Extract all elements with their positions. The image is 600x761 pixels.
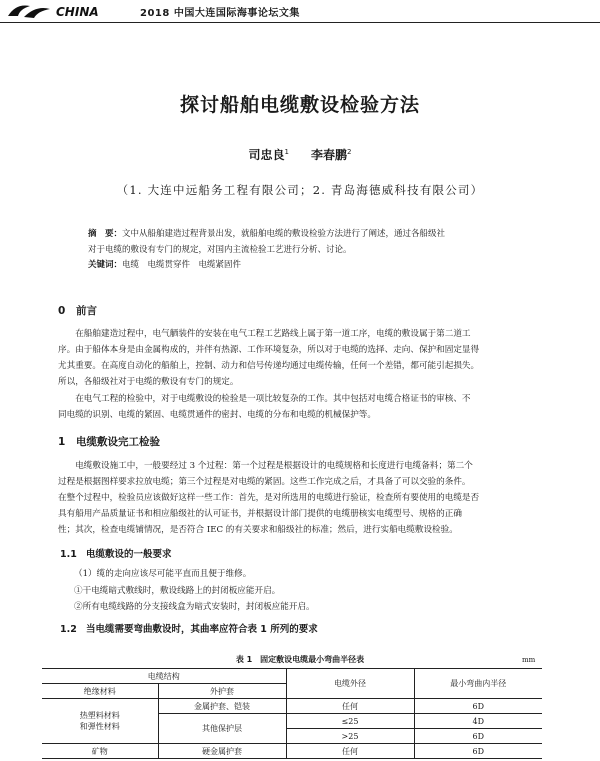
section-title: 前言 — [76, 305, 97, 317]
abstract — [88, 226, 528, 258]
keywords — [88, 258, 241, 270]
text-line: 具有船用产品质量证书和相应船级社的认可证书，并根据设计部门提供的电缆册核实电缆型号、规格的正确 — [58, 509, 462, 519]
header-cell: 电缆外径 — [286, 669, 414, 699]
text-line: 尤其重要。在高度自动化的船舶上，控制、动力和信号传递均通过电缆传输，任何一个差错，都可能引起损失。 — [58, 361, 480, 371]
subsection-number: 1.2 — [60, 624, 77, 635]
table-cell: >25 — [286, 729, 414, 744]
author-name: 司忠良 — [248, 148, 285, 162]
affiliation: （1. 大连中远船务工程有限公司；2. 青岛海德威科技有限公司） — [116, 183, 484, 197]
svg-text:CHINA: CHINA — [56, 5, 99, 19]
page-header — [0, 0, 600, 23]
cell-text: 热塑料材料 — [79, 711, 120, 720]
text-line: 电缆敷设施工中，一般要经过 3 个过程：第一个过程是根据设计的电缆规格和长度进行电缆备料；第二个 — [75, 461, 473, 471]
subsection-title: 当电缆需要弯曲敷设时，其曲率应符合表 1 所列的要求 — [86, 624, 318, 635]
abstract-label: 摘 要： — [88, 229, 123, 239]
section-number: 0 — [58, 305, 66, 317]
text-line: 序。由于船体本身是由金属构成的，并伴有热源、工作环境复杂，所以对于电缆的选择、走向、保护和固定显得 — [58, 345, 480, 355]
list-item: （1）缆的走向应该尽可能平直而且便于维修。 — [74, 569, 252, 579]
text-line: 性；其次，检查电缆铺情况，是否符合 IEC 的有关要求和船级社的标准；然后，进行实船电缆敷设检验。 — [58, 525, 458, 535]
text-line: 所以，各船级社对于电缆的敷设有专门的规定。 — [58, 377, 239, 387]
header-cell: 电缆结构 — [42, 669, 286, 684]
cell-text: 和弹性材料 — [79, 722, 120, 731]
text-line: 同电缆的识别、电缆的紧固、电缆贯通件的密封、电缆的分布和电缆的机械保护等。 — [58, 410, 376, 420]
subsection-title: 电缆敷设的一般要求 — [86, 549, 172, 560]
paper-title: 探讨船舶电缆敷设检验方法 — [179, 94, 420, 116]
china-logo — [6, 1, 126, 21]
table-cell: 6D — [414, 699, 542, 714]
subsection-heading — [60, 546, 172, 560]
section-heading — [58, 303, 97, 318]
section-heading — [58, 434, 160, 449]
running-title: 2018 中国大连国际海事论坛文集 — [140, 8, 300, 19]
bend-radius-table — [42, 668, 542, 759]
table-cell: 硬金属护套 — [158, 744, 286, 759]
table-cell — [42, 699, 158, 744]
author-sup: 2 — [347, 148, 352, 156]
abstract-text: 文中从船舶建造过程背景出发，就船舶电缆的敷设检验方法进行了阐述，通过各船级社 — [122, 229, 446, 239]
section-title: 电缆敷设完工检验 — [76, 436, 160, 448]
table-caption: 表 1 固定敷设电缆最小弯曲半径表 — [235, 655, 365, 664]
list-item: ①干电缆暗式敷线时，敷设线路上的封闭板应能开启。 — [74, 586, 281, 596]
text-line: 在船舶建造过程中，电气舾装件的安装在电气工程工艺路线上属于第一道工序，电缆的敷设属于第二道工 — [75, 329, 471, 339]
table-cell: 其他保护层 — [158, 714, 286, 744]
header-cell: 绝缘材料 — [42, 684, 158, 699]
keywords-text: 电缆 电缆贯穿件 电缆紧固件 — [122, 260, 242, 270]
list-item: ②所有电缆线路的分支接线盒为暗式安装时，封闭板应能开启。 — [74, 602, 315, 612]
table-unit: mm — [522, 656, 536, 664]
header-cell: 外护套 — [158, 684, 286, 699]
table-cell: 6D — [414, 744, 542, 759]
table-cell: 金属护套、铠装 — [158, 699, 286, 714]
authors — [0, 146, 600, 163]
table-cell: 4D — [414, 714, 542, 729]
subsection-heading — [60, 621, 318, 635]
keywords-label: 关键词： — [88, 260, 123, 270]
table-cell: 6D — [414, 729, 542, 744]
paragraph — [58, 326, 544, 390]
header-cell: 最小弯曲内半径 — [414, 669, 542, 699]
table-cell: 矿物 — [42, 744, 158, 759]
text-line: 过程是根据图样要求拉放电缆；第三个过程是对电缆的紧固。这些工作完成之后，才具备了可以交验的条件。 — [58, 477, 471, 487]
table-cell: 任何 — [286, 744, 414, 759]
table-cell: 任何 — [286, 699, 414, 714]
section-number: 1 — [58, 436, 66, 448]
text-line: 在整个过程中，检验员应该做好这样一些工作：首先，是对所选用的电缆进行验证，检查所有要使用的电缆是否 — [58, 493, 480, 503]
subsection-number: 1.1 — [60, 549, 77, 560]
table-cell: ≤25 — [286, 714, 414, 729]
author-name: 李春鹏 — [311, 148, 348, 162]
paragraph — [58, 391, 544, 423]
paragraph — [58, 458, 544, 538]
author-sup: 1 — [284, 148, 289, 156]
abstract-text: 对于电缆的敷设有专门的规定，对国内主流检验工艺进行分析、讨论。 — [88, 245, 352, 255]
text-line: 在电气工程的检验中，对于电缆敷设的检验是一项比较复杂的工作。其中包括对电缆合格证书的审核、不 — [75, 394, 471, 404]
